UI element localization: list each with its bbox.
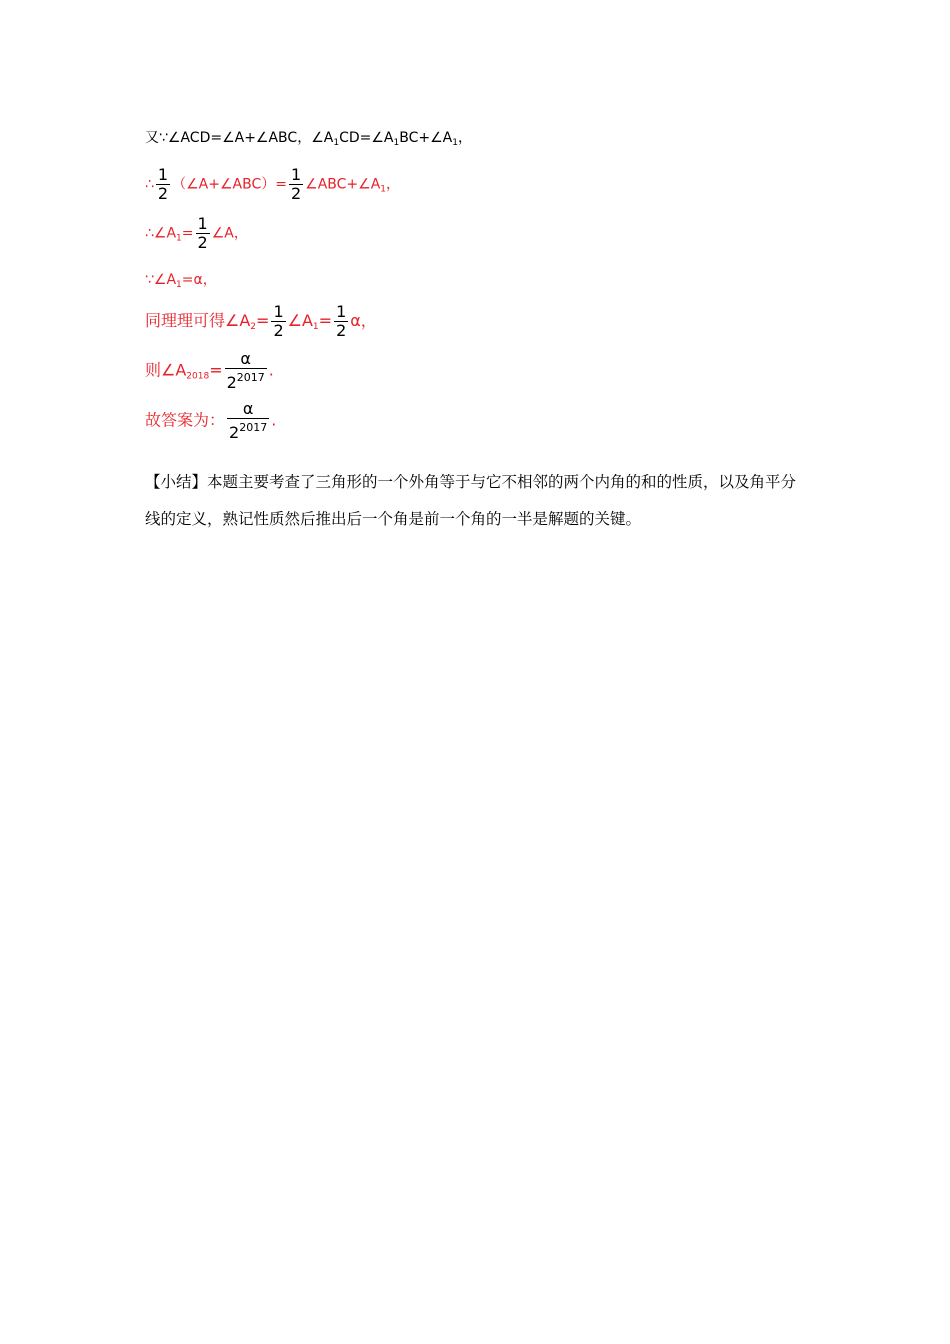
line5-tail: α， [350,311,377,330]
line2-mid: （∠A+∠ABC）= [172,176,287,193]
fraction-alpha-over-power: $\frac{\alpha}{2^{2017}}$ [229,399,268,442]
line4-prefix: ∵∠A [145,272,177,288]
line4-tail: =α， [181,272,217,288]
line1-sub2: 1 [393,138,400,148]
proof-line-5 [145,303,377,340]
line5-mid: ∠A [287,311,313,330]
line5-sub: 2 [250,322,257,332]
fraction-half: $\frac{1}{2}$ [273,302,284,340]
proof-line-2 [145,166,400,203]
proof-line-6 [145,350,274,392]
line6-end: . [268,360,274,380]
line3-tail: ∠A， [211,225,248,242]
line5-sub2: 1 [312,322,319,332]
answer-prefix: 故答案为： [145,410,226,430]
line1-prefix: 又∵∠ACD=∠A+∠ABC，∠A [145,130,334,146]
fraction-half: $\frac{1}{2}$ [290,165,302,203]
line6-eq: = [209,360,223,380]
fraction-half: $\frac{1}{2}$ [157,165,169,203]
line1-mid2: BC+∠A [399,130,453,146]
proof-line-4 [145,270,217,295]
line2-tail: ∠ABC+∠A [305,176,381,193]
line2-end: ， [386,176,401,193]
line2-prefix: ∴ [145,176,154,193]
line1-sub3: 1 [452,138,458,148]
line3-eq: = [181,225,194,242]
summary-paragraph: 【小结】本题主要考查了三角形的一个外角等于与它不相邻的两个内角的和的性质，以及角平分线的定义，熟记性质然后推出后一个角是前一个角的一半是解题的关键。 [145,473,797,528]
line6-prefix: 则∠A [145,360,187,380]
line3-prefix: ∴∠A [145,225,177,242]
fraction-half: $\frac{1}{2}$ [336,302,347,340]
proof-line-1 [145,128,472,153]
line1-sub1: 1 [333,138,340,148]
fraction-alpha-over-power: $\frac{\alpha}{2^{2017}}$ [226,349,265,392]
line6-sub: 2018 [186,371,210,382]
line2-sub: 1 [380,184,387,195]
proof-line-3 [145,215,248,252]
line4-sub: 1 [176,280,182,290]
line5-prefix: 同理理可得∠A [145,311,251,330]
fraction-half: $\frac{1}{2}$ [197,214,208,252]
line5-eq: = [256,311,270,330]
line5-eq2: = [318,311,333,330]
line1-end: ， [457,130,472,146]
answer-end: . [271,410,277,430]
line1-mid1: CD=∠A [339,130,394,146]
answer-line [145,400,276,442]
line3-sub: 1 [176,233,182,244]
